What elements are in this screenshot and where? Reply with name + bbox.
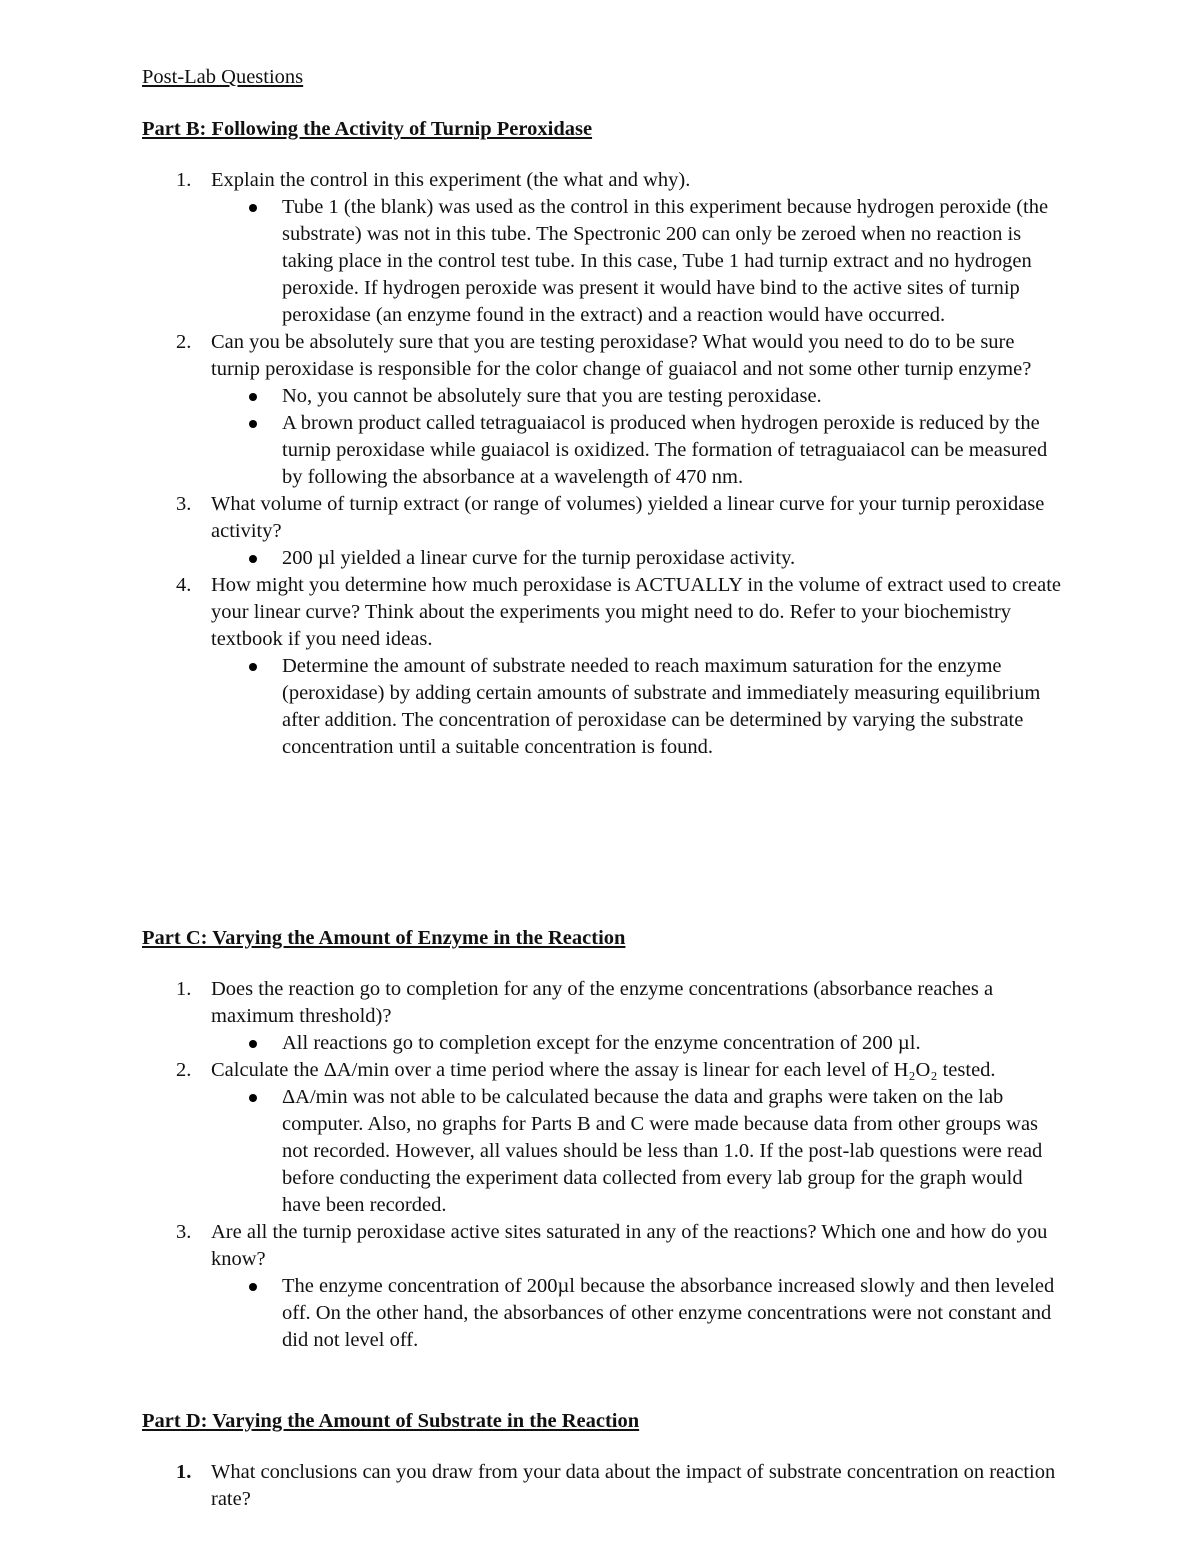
answer-text: No, you cannot be absolutely sure that you are testing peroxidase. [282, 385, 822, 407]
question-text: Are all the turnip peroxidase active sites saturated in any of the reactions? Which one and how do you know? [211, 1221, 1048, 1270]
answer-item [211, 1084, 1066, 1219]
answer-item [211, 383, 1066, 410]
question-item [0, 1057, 1066, 1219]
bullet-icon [249, 1283, 257, 1291]
question-item [0, 167, 1066, 329]
answer-text: All reactions go to completion except for the enzyme concentration of 200 µl. [282, 1032, 921, 1054]
question-text: Explain the control in this experiment (the what and why). [211, 169, 691, 191]
question-text: Does the reaction go to completion for any of the enzyme concentrations (absorbance reaches a maximum threshold)? [211, 978, 994, 1027]
section-heading-part-c: Part C: Varying the Amount of Enzyme in the Reaction [142, 927, 626, 949]
question-item [0, 1219, 1066, 1354]
bullet-icon [249, 663, 257, 671]
answer-text: Tube 1 (the blank) was used as the control in this experiment because hydrogen peroxide (the substrate) was not in this tube. The Spectronic 200 can only be zeroed when no reaction is taking place in the control test tube. In this case, Tube 1 had turnip extract and no hydrogen peroxide. If hydrogen peroxide was present it would have bind to the active sites of turnip peroxidase (an enzyme found in the extract) and a reaction would have occurred. [282, 196, 1049, 326]
answer-text: The enzyme concentration of 200µl because the absorbance increased slowly and then leveled off. On the other hand, the absorbances of other enzyme concentrations were not constant and did not level off. [282, 1275, 1055, 1351]
answer-text: ΔA/min was not able to be calculated because the data and graphs were taken on the lab computer. Also, no graphs for Parts B and C were made because data from other groups was not recorded. However, all values should be less than 1.0. If the post-lab questions were read before conducting the experiment data collected from every lab group for the graph would have been recorded. [282, 1086, 1043, 1216]
answer-item [211, 1273, 1066, 1354]
question-number: 1. [176, 169, 192, 191]
answer-item [211, 194, 1066, 329]
question-item [0, 572, 1066, 761]
bullet-icon [249, 555, 257, 563]
bullet-icon [249, 204, 257, 212]
bullet-icon [249, 420, 257, 428]
question-item [0, 491, 1066, 572]
question-item [0, 976, 1066, 1057]
question-number: 1. [176, 978, 192, 1000]
question-number: 2. [176, 1059, 192, 1081]
question-number: 2. [176, 331, 192, 353]
bullet-icon [249, 1094, 257, 1102]
question-text: Can you be absolutely sure that you are testing peroxidase? What would you need to do to be sure turnip peroxidase is responsible for the color change of guaiacol and not some other turnip enzyme? [211, 331, 1032, 380]
question-text: What conclusions can you draw from your data about the impact of substrate concentration on reaction rate? [211, 1461, 1056, 1510]
answer-text: Determine the amount of substrate needed to reach maximum saturation for the enzyme (peroxidase) by adding certain amounts of substrate and immediately measuring equilibrium after addition. The concentration of peroxidase can be determined by varying the substrate concentration until a suitable concentration is found. [282, 655, 1041, 758]
question-list-part-c [0, 976, 1200, 1354]
question-number: 3. [176, 1221, 192, 1243]
answer-item [211, 410, 1066, 491]
question-number: 4. [176, 574, 192, 596]
question-list-part-d [0, 1459, 1200, 1513]
document-title: Post-Lab Questions [142, 66, 304, 88]
question-item [0, 1459, 1066, 1513]
answer-text: 200 µl yielded a linear curve for the turnip peroxidase activity. [282, 547, 796, 569]
question-text: What volume of turnip extract (or range of volumes) yielded a linear curve for your turnip peroxidase activity? [211, 493, 1045, 542]
section-heading-part-b: Part B: Following the Activity of Turnip Peroxidase [142, 118, 593, 140]
question-text: How might you determine how much peroxidase is ACTUALLY in the volume of extract used to create your linear curve? Think about the experiments you might need to do. Refer to your biochemistry textbook if you need ideas. [211, 574, 1061, 650]
bullet-icon [249, 393, 257, 401]
section-heading-part-d: Part D: Varying the Amount of Substrate in the Reaction [142, 1410, 640, 1432]
question-number: 1. [176, 1461, 192, 1483]
bullet-icon [249, 1040, 257, 1048]
answer-item [211, 545, 1066, 572]
question-number: 3. [176, 493, 192, 515]
question-list-part-b [0, 167, 1200, 761]
answer-item [211, 653, 1066, 761]
question-item [0, 329, 1066, 491]
question-text: Calculate the ΔA/min over a time period where the assay is linear for each level of H₂O₂ tested. [211, 1059, 996, 1081]
answer-text: A brown product called tetraguaiacol is produced when hydrogen peroxide is reduced by the turnip peroxidase while guaiacol is oxidized. The formation of tetraguaiacol can be measured by following the absorbance at a wavelength of 470 nm. [282, 412, 1048, 488]
answer-item [211, 1030, 1066, 1057]
